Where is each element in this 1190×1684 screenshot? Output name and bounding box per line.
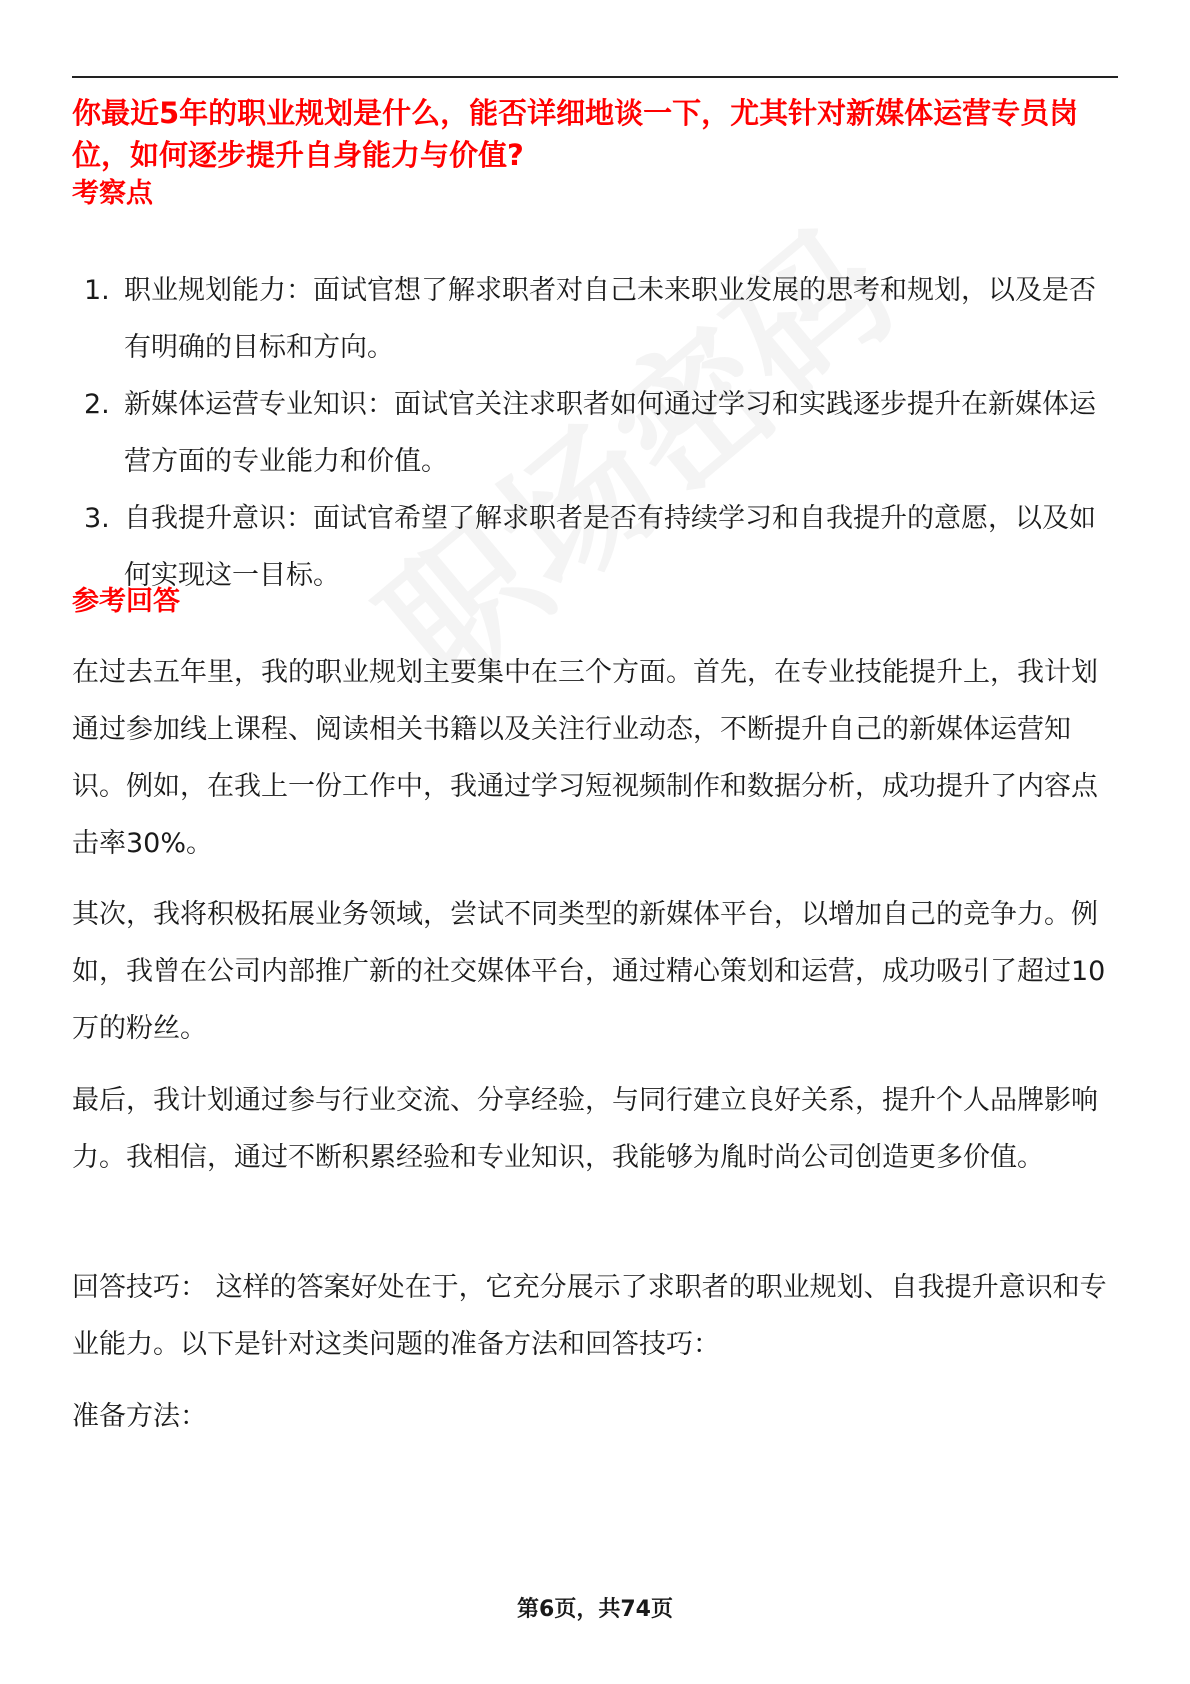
page-number: 第6页，共74页 — [517, 1597, 673, 1622]
list-item-text: 新媒体运营专业知识：面试官关注求职者如何通过学习和实践逐步提升在新媒体运营方面的专业能力和价值。 — [124, 389, 1096, 477]
list-item — [72, 262, 1118, 376]
document-page — [72, 0, 1118, 1684]
list-item-text: 自我提升意识：面试官希望了解求职者是否有持续学习和自我提升的意愿，以及如何实现这一目标。 — [124, 503, 1096, 591]
reference-heading: 参考回答 — [72, 586, 180, 617]
list-item-number: 2. — [84, 389, 110, 420]
list-item-number: 3. — [84, 503, 110, 534]
answer-paragraph-1: 在过去五年里，我的职业规划主要集中在三个方面。首先，在专业技能提升上，我计划通过参加线上课程、阅读相关书籍以及关注行业动态，不断提升自己的新媒体运营知识。例如，在我上一份工作中，我通过学习短视频制作和数据分析，成功提升了内容点击率30%。 — [72, 657, 1098, 859]
assessment-points — [72, 262, 1118, 604]
assessment-heading: 考察点 — [72, 178, 153, 209]
question-title: 你最近5年的职业规划是什么，能否详细地谈一下，尤其针对新媒体运营专员岗位，如何逐步提升自身能力与价值? — [72, 96, 1079, 172]
top-divider — [72, 76, 1118, 78]
list-item-text: 职业规划能力：面试官想了解求职者对自己未来职业发展的思考和规划，以及是否有明确的目标和方向。 — [124, 275, 1096, 363]
list-item — [72, 376, 1118, 490]
list-item — [72, 490, 1118, 604]
list-item-number: 1. — [84, 275, 110, 306]
preparation-label: 准备方法： — [72, 1401, 207, 1432]
answer-tips-paragraph: 回答技巧： 这样的答案好处在于，它充分展示了求职者的职业规划、自我提升意识和专业能力。以下是针对这类问题的准备方法和回答技巧： — [72, 1272, 1107, 1360]
answer-paragraph-3: 最后，我计划通过参与行业交流、分享经验，与同行建立良好关系，提升个人品牌影响力。我相信，通过不断积累经验和专业知识，我能够为胤时尚公司创造更多价值。 — [72, 1085, 1098, 1173]
answer-paragraph-2: 其次，我将积极拓展业务领域，尝试不同类型的新媒体平台，以增加自己的竞争力。例如，我曾在公司内部推广新的社交媒体平台，通过精心策划和运营，成功吸引了超过10万的粉丝。 — [72, 899, 1106, 1044]
